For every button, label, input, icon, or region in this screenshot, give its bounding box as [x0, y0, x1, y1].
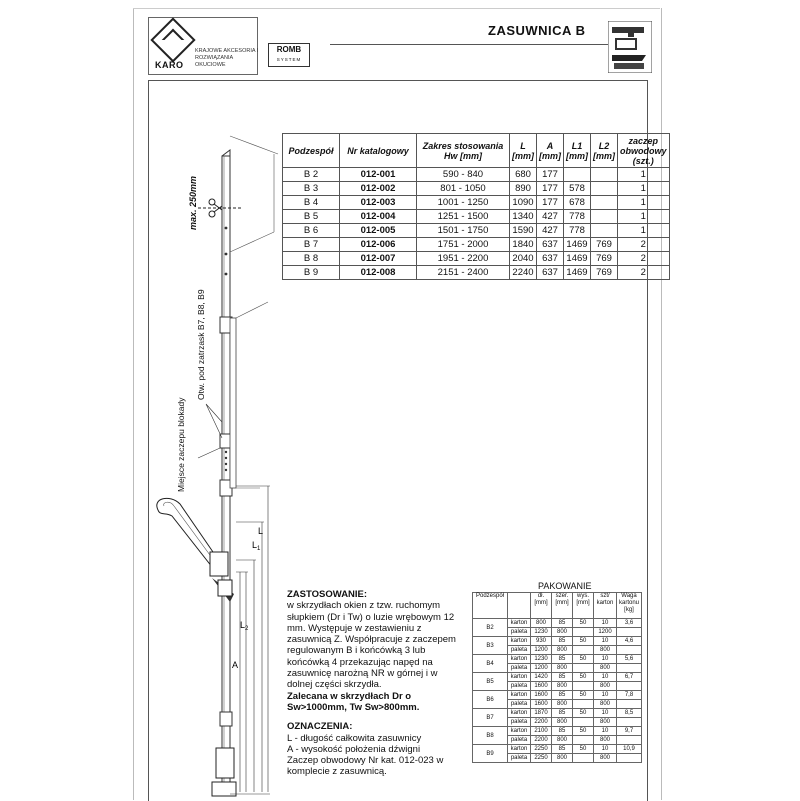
spec-row — [283, 196, 670, 210]
packing-cell: 1200 — [594, 628, 617, 637]
spec-cell: 680 — [510, 168, 537, 182]
pack-col-pcs: szt/ karton — [594, 593, 617, 619]
spec-cell: 578 — [564, 182, 591, 196]
packing-cell: 10 — [594, 673, 617, 682]
spec-cell — [564, 168, 591, 182]
packing-cell: 85 — [552, 727, 573, 736]
romb-logo — [268, 43, 310, 67]
packing-type: paleta — [508, 700, 531, 709]
spec-cell: 778 — [564, 224, 591, 238]
pack-col-component: Podzespół — [473, 593, 508, 619]
packing-cell — [573, 754, 594, 763]
packing-cell: 1600 — [531, 682, 552, 691]
spec-cell: 012-001 — [340, 168, 417, 182]
packing-cell: 800 — [552, 700, 573, 709]
packing-cell — [573, 646, 594, 655]
packing-type: paleta — [508, 664, 531, 673]
dim-label-L1: $L_1$ — [252, 540, 261, 552]
packing-cell: 4,6 — [617, 637, 642, 646]
bar-outline — [222, 156, 230, 796]
packing-cell: 10 — [594, 745, 617, 754]
packing-type: karton — [508, 727, 531, 736]
packing-cell: 1870 — [531, 709, 552, 718]
spec-cell: 1840 — [510, 238, 537, 252]
recommendation-text: Zalecana w skrzydłach Dr o Sw>1000mm, Tw Sw>800mm. — [287, 690, 420, 713]
packing-cell — [617, 700, 642, 709]
spec-cell: 177 — [537, 182, 564, 196]
spec-table — [282, 133, 670, 280]
packing-cell: 10 — [594, 691, 617, 700]
pack-col-type — [508, 593, 531, 619]
spec-cell: 890 — [510, 182, 537, 196]
spec-cell: B 9 — [283, 266, 340, 280]
spec-cell: 769 — [591, 238, 618, 252]
packing-cell — [617, 646, 642, 655]
spec-cell — [591, 182, 618, 196]
col-header-A: A [mm] — [537, 134, 564, 168]
packing-type: paleta — [508, 646, 531, 655]
spec-cell: 2040 — [510, 252, 537, 266]
brand-name: KARO — [155, 60, 184, 70]
window-profile-icon — [608, 21, 652, 73]
packing-row — [473, 709, 642, 718]
packing-cell: 1200 — [531, 664, 552, 673]
max-length-label: max. 250mm — [188, 175, 198, 230]
page-title: ZASUWNICA B — [488, 23, 586, 38]
spec-cell: 1 — [618, 224, 670, 238]
dim-label-A: A — [232, 660, 239, 670]
packing-cell: 9,7 — [617, 727, 642, 736]
spec-cell — [591, 168, 618, 182]
packing-cell — [573, 628, 594, 637]
brand-tagline: KRAJOWE AKCESORIA I ROZWIĄZANIA OKUCIOWE — [195, 48, 259, 68]
spec-cell: 177 — [537, 168, 564, 182]
packing-cell: 2200 — [531, 736, 552, 745]
packing-cell: 85 — [552, 745, 573, 754]
col-header-catch: zaczep obwodowy (szt.) — [618, 134, 670, 168]
page-top-border — [133, 8, 660, 9]
spec-cell: 1 — [618, 168, 670, 182]
packing-cell — [617, 664, 642, 673]
packing-title: PAKOWANIE — [538, 581, 592, 591]
spec-cell: 1 — [618, 210, 670, 224]
packing-cell: 85 — [552, 709, 573, 718]
packing-cell — [573, 736, 594, 745]
packing-cell: 2250 — [531, 754, 552, 763]
packing-cell — [617, 736, 642, 745]
spec-cell: 2151 - 2400 — [417, 266, 510, 280]
spec-cell: 1001 - 1250 — [417, 196, 510, 210]
packing-row — [473, 691, 642, 700]
legend-L: L - długość całkowita zasuwnicy — [287, 732, 422, 744]
spec-cell: 012-008 — [340, 266, 417, 280]
packing-component: B9 — [473, 745, 508, 763]
spec-cell: B 4 — [283, 196, 340, 210]
packing-cell: 800 — [594, 736, 617, 745]
spec-cell: 1469 — [564, 266, 591, 280]
packing-type: karton — [508, 709, 531, 718]
pack-col-width: szer. [mm] — [552, 593, 573, 619]
packing-cell: 50 — [573, 709, 594, 718]
spec-cell: 177 — [537, 196, 564, 210]
packing-cell: 1200 — [531, 646, 552, 655]
spec-cell: B 5 — [283, 210, 340, 224]
packing-cell: 1420 — [531, 673, 552, 682]
romb-logo-text: ROMB — [276, 45, 302, 54]
packing-cell: 85 — [552, 619, 573, 628]
lock-catch-label: Miejsce zaczepu blokady — [176, 397, 186, 492]
spec-cell: B 8 — [283, 252, 340, 266]
packing-type: paleta — [508, 736, 531, 745]
spec-cell: 637 — [537, 238, 564, 252]
spec-cell: 637 — [537, 252, 564, 266]
packing-cell: 800 — [531, 619, 552, 628]
pack-col-height: wys. [mm] — [573, 593, 594, 619]
col-header-component: Podzespół — [283, 134, 340, 168]
packing-cell: 800 — [594, 718, 617, 727]
spec-cell: 2 — [618, 266, 670, 280]
latch-hole-label: Otw. pod zatrzask B7, B8, B9 — [196, 289, 206, 400]
spec-row — [283, 238, 670, 252]
spec-cell: 1340 — [510, 210, 537, 224]
packing-cell: 800 — [594, 664, 617, 673]
col-header-L1: L1 [mm] — [564, 134, 591, 168]
packing-cell: 800 — [552, 736, 573, 745]
packing-type: karton — [508, 673, 531, 682]
romb-logo-subtext: SYSTEM — [276, 57, 302, 62]
spec-cell: 012-006 — [340, 238, 417, 252]
spec-cell: 427 — [537, 210, 564, 224]
packing-cell: 10 — [594, 727, 617, 736]
packing-cell: 50 — [573, 619, 594, 628]
pack-col-weight: Waga kartonu [kg] — [617, 593, 642, 619]
spec-cell: 1251 - 1500 — [417, 210, 510, 224]
packing-cell: 85 — [552, 655, 573, 664]
karo-logo — [148, 17, 258, 75]
spec-cell: 2 — [618, 252, 670, 266]
spec-cell: 1501 - 1750 — [417, 224, 510, 238]
packing-cell: 800 — [552, 646, 573, 655]
spec-cell: 1 — [618, 196, 670, 210]
packing-cell: 5,6 — [617, 655, 642, 664]
spec-cell: 1590 — [510, 224, 537, 238]
spec-cell — [591, 224, 618, 238]
packing-component: B2 — [473, 619, 508, 637]
spec-cell: B 6 — [283, 224, 340, 238]
spec-cell: 1469 — [564, 238, 591, 252]
packing-cell — [573, 718, 594, 727]
spec-row — [283, 252, 670, 266]
packing-table — [472, 592, 642, 763]
packing-row — [473, 655, 642, 664]
packing-cell: 1600 — [531, 700, 552, 709]
pack-col-length: dł. [mm] — [531, 593, 552, 619]
packing-cell: 800 — [552, 628, 573, 637]
packing-row — [473, 637, 642, 646]
legend-A: A - wysokość położenia dźwigni — [287, 743, 421, 755]
packing-component: B4 — [473, 655, 508, 673]
packing-type: karton — [508, 691, 531, 700]
application-heading: ZASTOSOWANIE: — [287, 589, 368, 600]
catch-note: Zaczep obwodowy Nr kat. 012-023 w komplecie z zasuwnicą. — [287, 755, 444, 778]
espagnolette-drawing — [150, 132, 285, 800]
packing-cell: 2100 — [531, 727, 552, 736]
spec-cell: 590 - 840 — [417, 168, 510, 182]
spec-cell: 801 - 1050 — [417, 182, 510, 196]
spec-table-header — [283, 134, 670, 168]
packing-cell — [573, 700, 594, 709]
packing-component: B7 — [473, 709, 508, 727]
packing-cell: 50 — [573, 727, 594, 736]
packing-cell: 50 — [573, 637, 594, 646]
packing-cell: 50 — [573, 745, 594, 754]
packing-type: karton — [508, 655, 531, 664]
packing-cell — [617, 682, 642, 691]
packing-cell: 50 — [573, 691, 594, 700]
packing-cell: 2250 — [531, 745, 552, 754]
packing-type: paleta — [508, 628, 531, 637]
packing-component: B3 — [473, 637, 508, 655]
packing-row — [473, 619, 642, 628]
packing-cell: 930 — [531, 637, 552, 646]
packing-type: paleta — [508, 682, 531, 691]
packing-cell — [617, 628, 642, 637]
spec-cell: 1090 — [510, 196, 537, 210]
spec-cell: B 3 — [283, 182, 340, 196]
packing-cell: 85 — [552, 691, 573, 700]
spec-cell: 637 — [537, 266, 564, 280]
spec-cell: 427 — [537, 224, 564, 238]
dim-label-L2: $L_2$ — [240, 620, 249, 632]
packing-cell: 800 — [594, 700, 617, 709]
packing-component: B6 — [473, 691, 508, 709]
spec-cell: 012-003 — [340, 196, 417, 210]
packing-cell: 2200 — [531, 718, 552, 727]
packing-cell — [573, 682, 594, 691]
spec-row — [283, 182, 670, 196]
spec-cell: 678 — [564, 196, 591, 210]
col-header-catalog: Nr katalogowy — [340, 134, 417, 168]
packing-cell: 800 — [552, 718, 573, 727]
packing-row — [473, 727, 642, 736]
spec-cell: 1951 - 2200 — [417, 252, 510, 266]
spec-row — [283, 210, 670, 224]
spec-row — [283, 224, 670, 238]
header — [148, 17, 662, 79]
packing-cell: 10 — [594, 655, 617, 664]
spec-cell: 012-004 — [340, 210, 417, 224]
spec-cell: B 2 — [283, 168, 340, 182]
packing-cell: 10 — [594, 709, 617, 718]
packing-cell: 10,9 — [617, 745, 642, 754]
packing-type: karton — [508, 637, 531, 646]
packing-header — [473, 593, 642, 619]
packing-type: karton — [508, 619, 531, 628]
col-header-L: L [mm] — [510, 134, 537, 168]
spec-cell: 012-007 — [340, 252, 417, 266]
packing-row — [473, 745, 642, 754]
spec-cell: 2 — [618, 238, 670, 252]
packing-cell: 800 — [552, 682, 573, 691]
packing-cell — [617, 718, 642, 727]
spec-cell: B 7 — [283, 238, 340, 252]
packing-cell: 1230 — [531, 628, 552, 637]
spec-cell — [591, 210, 618, 224]
packing-type: paleta — [508, 754, 531, 763]
packing-cell: 8,5 — [617, 709, 642, 718]
packing-row — [473, 673, 642, 682]
spec-cell: 778 — [564, 210, 591, 224]
spec-cell: 1469 — [564, 252, 591, 266]
spec-row — [283, 266, 670, 280]
packing-cell: 10 — [594, 637, 617, 646]
packing-cell: 6,7 — [617, 673, 642, 682]
spec-cell: 769 — [591, 266, 618, 280]
spec-cell: 1 — [618, 182, 670, 196]
spec-cell: 2240 — [510, 266, 537, 280]
packing-cell: 800 — [552, 664, 573, 673]
packing-cell: 3,6 — [617, 619, 642, 628]
packing-cell: 1230 — [531, 655, 552, 664]
packing-cell: 85 — [552, 637, 573, 646]
title-underline — [330, 44, 608, 45]
packing-cell: 800 — [552, 754, 573, 763]
packing-cell: 85 — [552, 673, 573, 682]
spec-cell: 012-005 — [340, 224, 417, 238]
packing-cell: 800 — [594, 754, 617, 763]
packing-component: B5 — [473, 673, 508, 691]
packing-type: karton — [508, 745, 531, 754]
col-header-range: Zakres stosowania Hw [mm] — [417, 134, 510, 168]
packing-cell: 7,8 — [617, 691, 642, 700]
spec-cell: 769 — [591, 252, 618, 266]
spec-cell: 012-002 — [340, 182, 417, 196]
packing-type: paleta — [508, 718, 531, 727]
description-block — [287, 589, 459, 778]
spec-row — [283, 168, 670, 182]
spec-cell: 1751 - 2000 — [417, 238, 510, 252]
packing-cell — [617, 754, 642, 763]
spec-cell — [591, 196, 618, 210]
packing-cell: 800 — [594, 682, 617, 691]
packing-cell: 50 — [573, 655, 594, 664]
dim-label-L: L — [258, 526, 264, 536]
packing-cell: 1600 — [531, 691, 552, 700]
legend-heading: OZNACZENIA: — [287, 721, 353, 733]
packing-cell — [573, 664, 594, 673]
application-text: w skrzydłach okien z tzw. ruchomym słupkiem (Dr i Tw) o luzie wrębowym 12 mm. Występuje w zestawieniu z zasuwnicą Z. Współpracuje z zaczepem regulowanym B i końcówką 3 lub końcówką 4 przekazując napęd na zasuwnicę narożną NR w górnej i w dolnej części skrzydła. — [287, 600, 456, 691]
packing-cell: 10 — [594, 619, 617, 628]
packing-component: B8 — [473, 727, 508, 745]
col-header-L2: L2 [mm] — [591, 134, 618, 168]
packing-cell: 50 — [573, 673, 594, 682]
packing-cell: 800 — [594, 646, 617, 655]
